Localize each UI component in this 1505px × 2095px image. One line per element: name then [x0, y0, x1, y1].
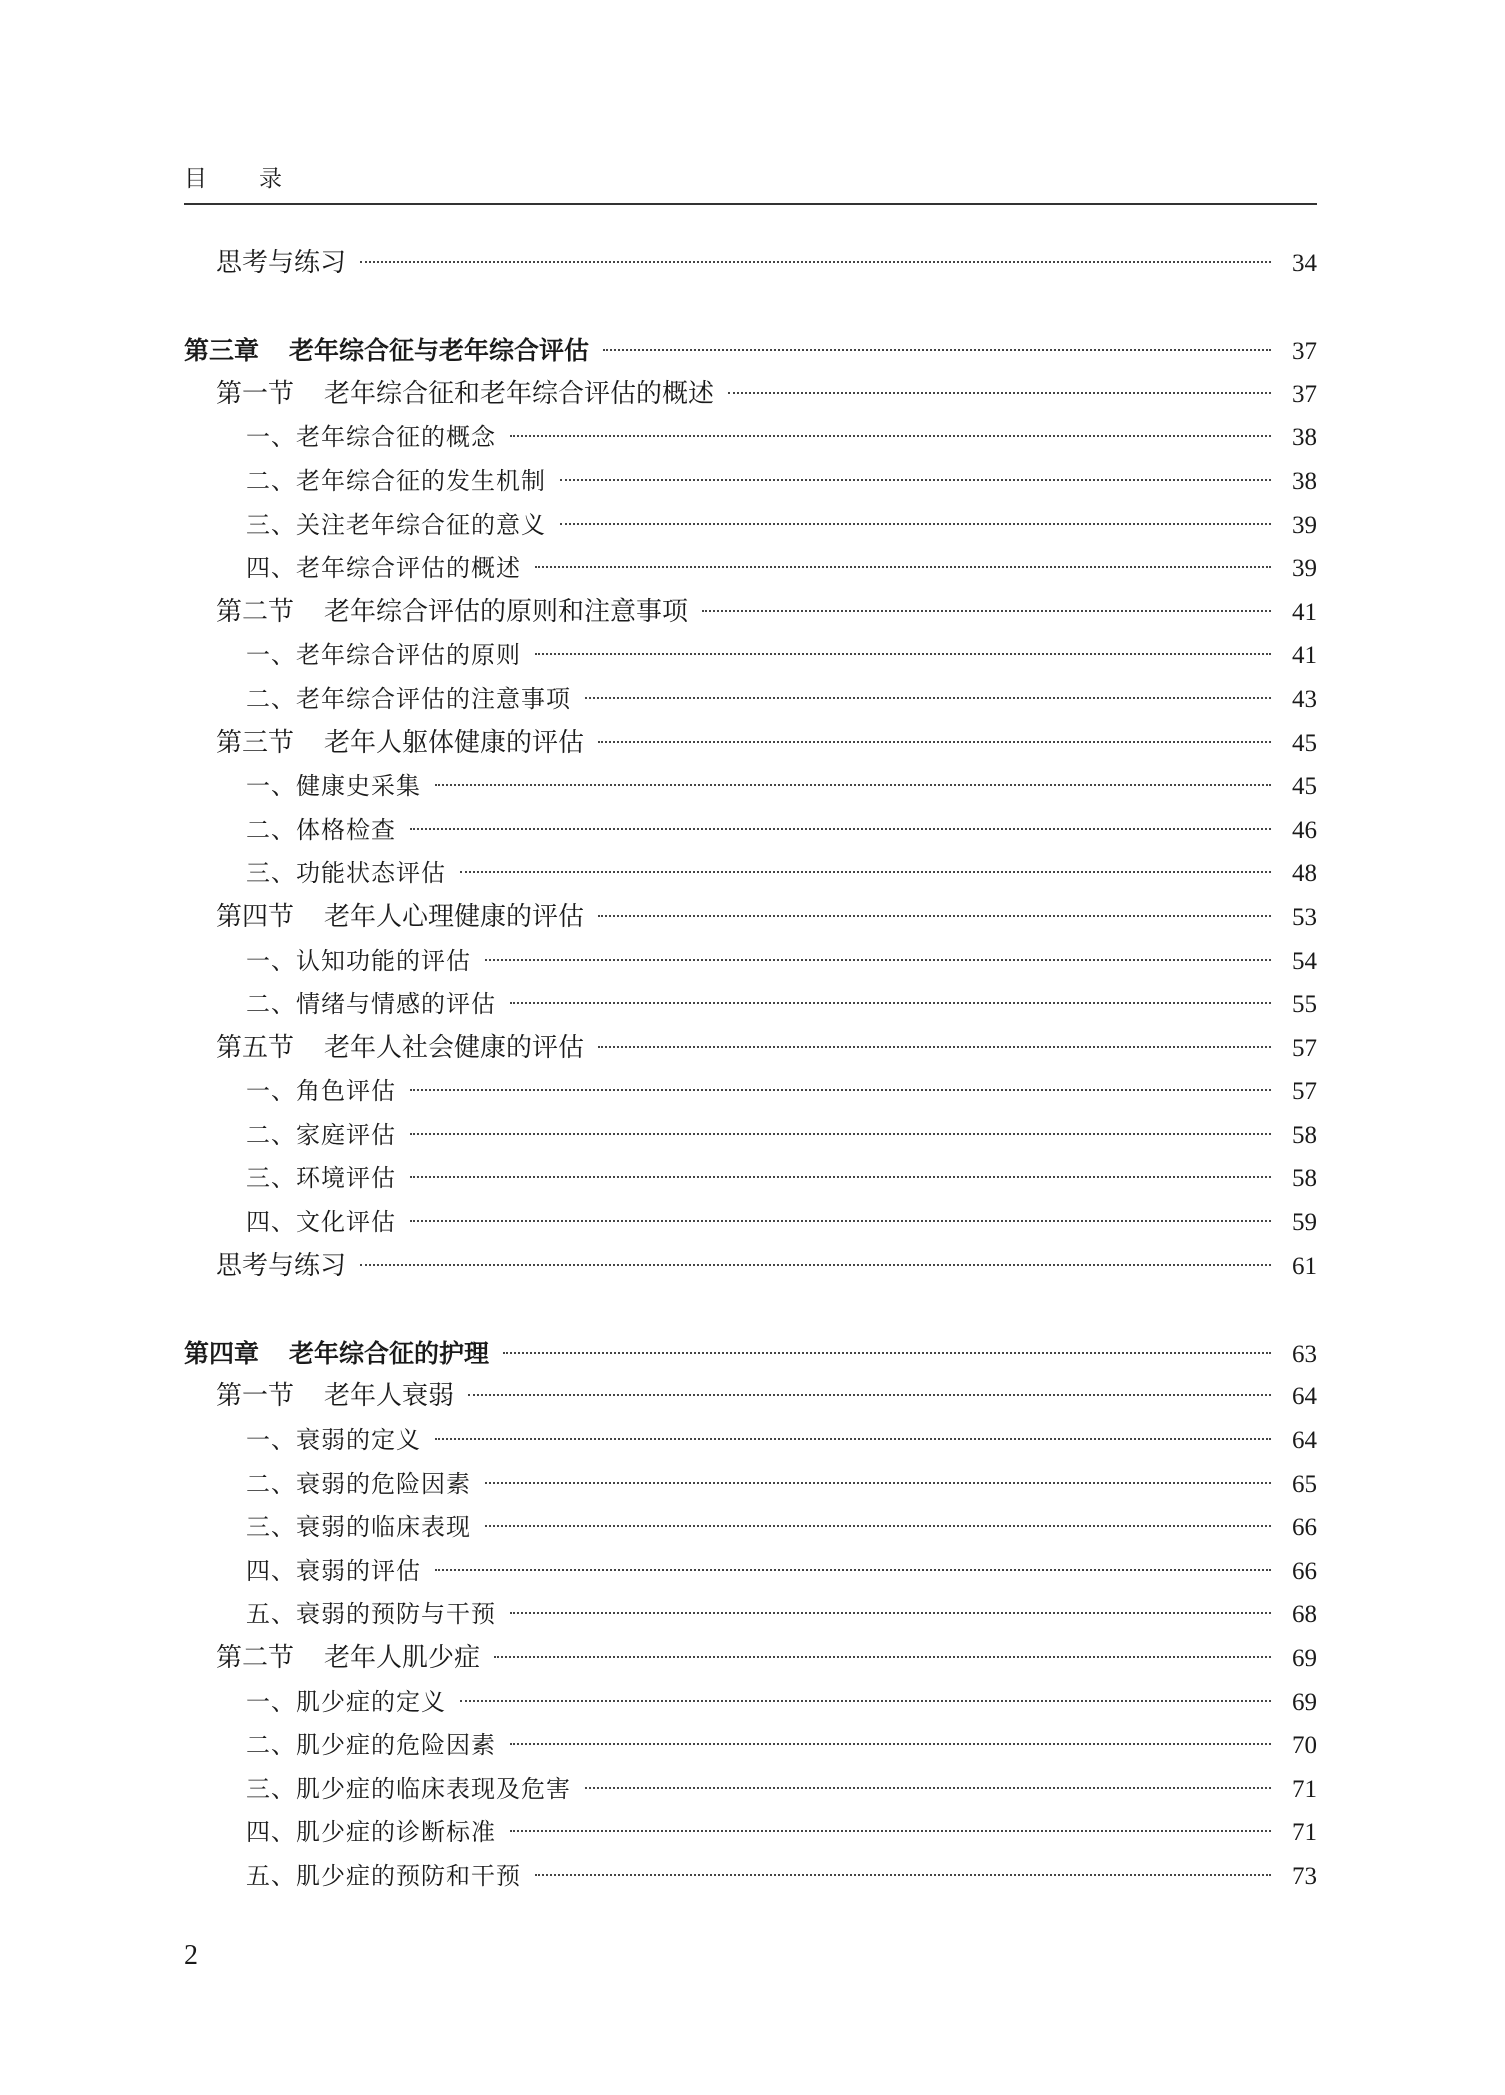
dot-leader — [460, 871, 1271, 873]
toc-entry-title: 三、功能状态评估 — [246, 859, 446, 888]
toc-page-number: 37 — [1292, 380, 1317, 408]
toc-entry-title: 思考与练习 — [216, 248, 347, 278]
toc-entry-title: 一、健康史采集 — [246, 772, 421, 801]
toc-entry-title: 二、老年综合征的发生机制 — [246, 466, 546, 495]
toc-entry-title: 五、衰弱的预防与干预 — [246, 1600, 496, 1629]
toc-entry-title: 二、肌少症的危险因素 — [246, 1731, 496, 1760]
toc-subsection-entry[interactable] — [184, 1506, 1317, 1550]
toc-subsection-entry[interactable] — [184, 1157, 1317, 1201]
toc-section-entry[interactable] — [184, 1245, 1317, 1289]
toc-subsection-entry[interactable] — [184, 416, 1317, 460]
toc-entry-title: 老年人肌少症 — [324, 1643, 481, 1673]
dot-leader — [468, 1394, 1271, 1396]
dot-leader — [435, 1569, 1271, 1571]
dot-leader — [435, 1438, 1271, 1440]
toc-entry-title: 老年人衰弱 — [324, 1381, 455, 1412]
toc-page-number: 58 — [1292, 1121, 1317, 1149]
toc-entry-title: 五、肌少症的预防和干预 — [246, 1861, 521, 1890]
toc-page-number: 41 — [1292, 598, 1317, 626]
dot-leader — [510, 1002, 1271, 1004]
dot-leader — [410, 1133, 1271, 1135]
toc-entry-title: 思考与练习 — [216, 1250, 347, 1281]
dot-leader — [585, 1787, 1271, 1789]
toc-entry-title: 一、老年综合评估的原则 — [246, 641, 521, 670]
toc-entry-title: 老年人心理健康的评估 — [324, 901, 585, 932]
dot-leader — [560, 479, 1271, 481]
toc-entry-title: 二、体格检查 — [246, 815, 396, 844]
dot-leader — [598, 741, 1271, 743]
toc-page-number: 66 — [1292, 1514, 1317, 1542]
toc-entry-title: 四、文化评估 — [246, 1208, 396, 1237]
toc-page-number: 48 — [1292, 860, 1317, 888]
toc-entry-title: 三、衰弱的临床表现 — [246, 1513, 471, 1542]
dot-leader — [598, 915, 1271, 917]
toc-subsection-entry[interactable] — [184, 809, 1317, 853]
toc-subsection-entry[interactable] — [184, 940, 1317, 984]
toc-subsection-entry[interactable] — [184, 983, 1317, 1027]
toc-chapter-entry[interactable] — [184, 329, 1317, 373]
toc-page-number: 61 — [1292, 1252, 1317, 1280]
toc-entry-title: 四、肌少症的诊断标准 — [246, 1818, 496, 1847]
dot-leader — [585, 697, 1271, 699]
toc-entry-title: 一、角色评估 — [246, 1077, 396, 1106]
toc-page-number: 66 — [1292, 1557, 1317, 1585]
toc-entry-title: 老年综合征的护理 — [289, 1338, 490, 1368]
dot-leader — [503, 1352, 1271, 1354]
toc-entry-number: 第三节 — [216, 727, 295, 758]
section-spacer — [184, 286, 1317, 330]
toc-section-entry[interactable] — [184, 722, 1317, 766]
dot-leader — [510, 1612, 1271, 1614]
header-text-2: 录 — [259, 166, 282, 192]
toc-page-number: 55 — [1292, 991, 1317, 1019]
toc-page-number: 38 — [1292, 424, 1317, 452]
toc-entry-title: 一、肌少症的定义 — [246, 1687, 446, 1716]
dot-leader — [360, 1264, 1271, 1266]
toc-subsection-entry[interactable] — [184, 1201, 1317, 1245]
toc-page-number: 64 — [1292, 1383, 1317, 1411]
toc-entry-title: 三、关注老年综合征的意义 — [246, 510, 546, 539]
toc-page-number: 70 — [1292, 1732, 1317, 1760]
dot-leader — [410, 828, 1271, 830]
toc-subsection-entry[interactable] — [184, 1811, 1317, 1855]
toc-subsection-entry[interactable] — [184, 852, 1317, 896]
toc-page-number: 63 — [1292, 1340, 1317, 1368]
toc-entry-number: 第四节 — [216, 901, 295, 932]
toc-page-number: 46 — [1292, 816, 1317, 844]
toc-page-number: 68 — [1292, 1601, 1317, 1629]
toc-subsection-entry[interactable] — [184, 1070, 1317, 1114]
toc-page-number: 45 — [1292, 773, 1317, 801]
toc-entry-title: 老年人社会健康的评估 — [324, 1032, 585, 1063]
toc-entry-number: 第二节 — [216, 1643, 295, 1673]
toc-section-entry[interactable] — [184, 1637, 1317, 1681]
toc-entry-title: 二、情绪与情感的评估 — [246, 990, 496, 1019]
toc-entry-title: 三、环境评估 — [246, 1164, 396, 1193]
toc-subsection-entry[interactable] — [184, 678, 1317, 722]
table-of-contents — [184, 242, 1317, 1899]
toc-page-number: 34 — [1292, 250, 1317, 277]
dot-leader — [485, 1482, 1271, 1484]
dot-leader — [535, 1874, 1271, 1876]
toc-subsection-entry[interactable] — [184, 1550, 1317, 1594]
toc-section-entry[interactable] — [184, 1027, 1317, 1071]
toc-page-number: 37 — [1292, 338, 1317, 366]
toc-page-number: 39 — [1292, 555, 1317, 583]
toc-page-number: 43 — [1292, 685, 1317, 713]
toc-page-number: 64 — [1292, 1427, 1317, 1455]
dot-leader — [460, 1700, 1271, 1702]
toc-section-entry[interactable] — [184, 896, 1317, 940]
toc-entry-number: 第四章 — [184, 1338, 260, 1368]
toc-page-number: 71 — [1292, 1775, 1317, 1803]
toc-page-number: 57 — [1292, 1034, 1317, 1062]
toc-subsection-entry[interactable] — [184, 1114, 1317, 1158]
toc-subsection-entry[interactable] — [184, 1681, 1317, 1725]
toc-entry-number: 第一节 — [216, 1381, 295, 1412]
toc-page-number: 54 — [1292, 947, 1317, 975]
dot-leader — [410, 1176, 1271, 1178]
dot-leader — [603, 349, 1271, 351]
toc-section-entry[interactable] — [184, 373, 1317, 417]
toc-entry-number: 第三章 — [184, 336, 260, 366]
toc-page-number: 38 — [1292, 467, 1317, 495]
toc-entry-title: 四、老年综合评估的概述 — [246, 554, 521, 583]
toc-entry-title: 四、衰弱的评估 — [246, 1556, 421, 1585]
toc-subsection-entry[interactable] — [184, 634, 1317, 678]
toc-entry-number: 第五节 — [216, 1032, 295, 1063]
toc-entry-title: 老年综合征与老年综合评估 — [289, 336, 590, 366]
toc-entry-title: 老年综合评估的原则和注意事项 — [324, 596, 689, 627]
toc-subsection-entry[interactable] — [184, 504, 1317, 548]
toc-page-number: 39 — [1292, 511, 1317, 539]
toc-page-number: 59 — [1292, 1209, 1317, 1237]
toc-subsection-entry[interactable] — [184, 547, 1317, 591]
toc-subsection-entry[interactable] — [184, 1419, 1317, 1463]
toc-entry-title: 一、衰弱的定义 — [246, 1426, 421, 1455]
dot-leader — [728, 392, 1271, 394]
toc-page-number: 69 — [1292, 1688, 1317, 1716]
toc-entry-title: 二、衰弱的危险因素 — [246, 1469, 471, 1498]
dot-leader — [560, 523, 1271, 525]
section-spacer — [184, 1288, 1317, 1332]
toc-subsection-entry[interactable] — [184, 1768, 1317, 1812]
dot-leader — [510, 1830, 1271, 1832]
dot-leader — [535, 566, 1271, 568]
toc-subsection-entry[interactable] — [184, 765, 1317, 809]
dot-leader — [485, 1525, 1271, 1527]
dot-leader — [702, 610, 1271, 612]
dot-leader — [535, 653, 1271, 655]
dot-leader — [435, 784, 1271, 786]
dot-leader — [485, 959, 1271, 961]
toc-entry-title: 一、认知功能的评估 — [246, 946, 471, 975]
toc-subsection-entry[interactable] — [184, 1855, 1317, 1899]
page-number: 2 — [184, 1940, 198, 1971]
toc-section-entry[interactable] — [184, 1375, 1317, 1419]
toc-entry-title: 二、家庭评估 — [246, 1120, 396, 1149]
toc-page-number: 58 — [1292, 1165, 1317, 1193]
header-rule — [184, 203, 1317, 205]
toc-subsection-entry[interactable] — [184, 460, 1317, 504]
toc-page-number: 71 — [1292, 1819, 1317, 1847]
toc-page-number: 53 — [1292, 903, 1317, 931]
toc-subsection-entry[interactable] — [184, 1463, 1317, 1507]
toc-subsection-entry[interactable] — [184, 1593, 1317, 1637]
toc-entry-title: 一、老年综合征的概念 — [246, 423, 496, 452]
dot-leader — [510, 435, 1271, 437]
dot-leader — [410, 1220, 1271, 1222]
running-header — [184, 160, 282, 193]
dot-leader — [598, 1046, 1271, 1048]
dot-leader — [510, 1743, 1271, 1745]
toc-page-number: 69 — [1292, 1645, 1317, 1672]
toc-entry-number: 第二节 — [216, 596, 295, 627]
toc-entry-title: 二、老年综合评估的注意事项 — [246, 684, 571, 713]
dot-leader — [494, 1656, 1271, 1658]
dot-leader — [360, 261, 1271, 263]
toc-entry-number: 第一节 — [216, 378, 295, 409]
toc-section-entry[interactable] — [184, 242, 1317, 286]
toc-page-number: 45 — [1292, 729, 1317, 757]
toc-entry-title: 老年综合征和老年综合评估的概述 — [324, 378, 715, 409]
toc-entry-title: 三、肌少症的临床表现及危害 — [246, 1774, 571, 1803]
toc-page-number: 73 — [1292, 1862, 1317, 1890]
header-text-1: 目 — [184, 166, 207, 192]
dot-leader — [410, 1089, 1271, 1091]
toc-entry-title: 老年人躯体健康的评估 — [324, 727, 585, 758]
toc-page-number: 41 — [1292, 642, 1317, 670]
toc-chapter-entry[interactable] — [184, 1332, 1317, 1376]
toc-page-number: 57 — [1292, 1078, 1317, 1106]
toc-page-number: 65 — [1292, 1470, 1317, 1498]
toc-section-entry[interactable] — [184, 591, 1317, 635]
toc-subsection-entry[interactable] — [184, 1724, 1317, 1768]
